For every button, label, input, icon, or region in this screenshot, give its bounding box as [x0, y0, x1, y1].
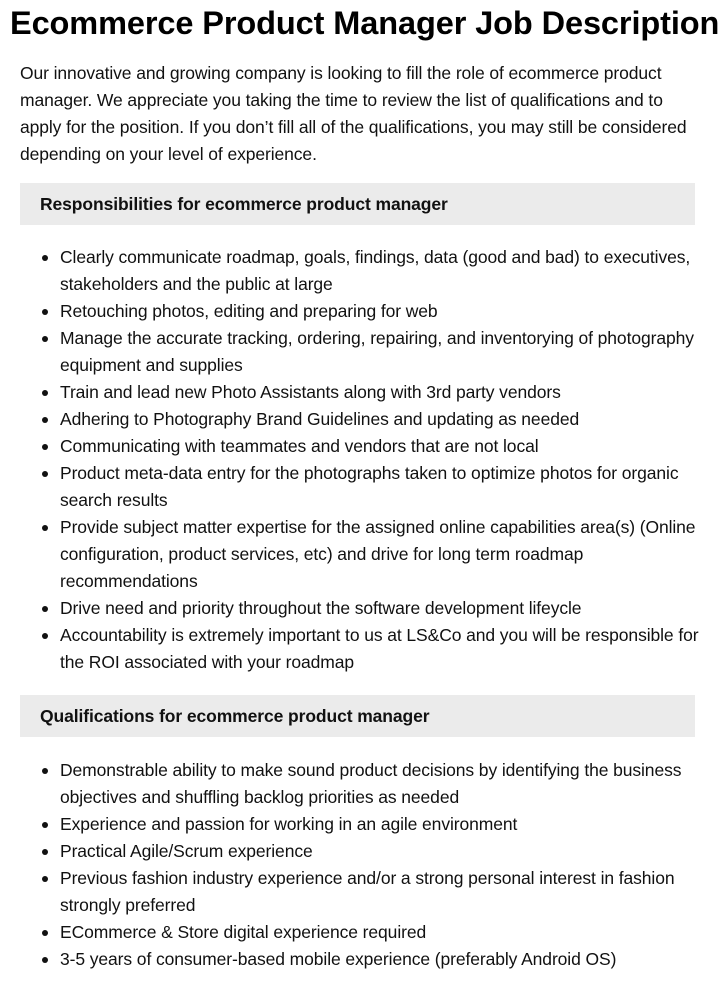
list-item: Experience and passion for working in an agile environment	[60, 811, 700, 838]
responsibilities-heading: Responsibilities for ecommerce product manager	[20, 183, 695, 225]
list-item: Drive need and priority throughout the software development lifeycle	[60, 595, 700, 622]
list-item: Retouching photos, editing and preparing for web	[60, 298, 700, 325]
list-item: Accountability is extremely important to us at LS&Co and you will be responsible for the ROI associated with your roadmap	[60, 622, 700, 676]
list-item: Adhering to Photography Brand Guidelines and updating as needed	[60, 406, 700, 433]
responsibilities-list	[20, 244, 700, 676]
list-item: Provide subject matter expertise for the assigned online capabilities area(s) (Online configuration, product services, etc) and drive for long term roadmap recommendations	[60, 514, 700, 595]
list-item: Train and lead new Photo Assistants along with 3rd party vendors	[60, 379, 700, 406]
list-item: Clearly communicate roadmap, goals, findings, data (good and bad) to executives, stakeholders and the public at large	[60, 244, 700, 298]
list-item: Demonstrable ability to make sound product decisions by identifying the business objectives and shuffling backlog priorities as needed	[60, 757, 700, 811]
qualifications-list	[20, 757, 700, 973]
list-item: Product meta-data entry for the photographs taken to optimize photos for organic search results	[60, 460, 700, 514]
qualifications-heading: Qualifications for ecommerce product manager	[20, 695, 695, 737]
list-item: Practical Agile/Scrum experience	[60, 838, 700, 865]
list-item: Manage the accurate tracking, ordering, repairing, and inventorying of photography equipment and supplies	[60, 325, 700, 379]
page-title: Ecommerce Product Manager Job Description	[10, 5, 720, 41]
intro-paragraph: Our innovative and growing company is looking to fill the role of ecommerce product manager. We appreciate you taking the time to review the list of qualifications and to apply for the position. If you don’t fill all of the qualifications, you may still be considered depending on your level of experience.	[20, 63, 687, 164]
list-item: ECommerce & Store digital experience required	[60, 919, 700, 946]
list-item: Previous fashion industry experience and/or a strong personal interest in fashion strongly preferred	[60, 865, 700, 919]
list-item: Communicating with teammates and vendors that are not local	[60, 433, 700, 460]
list-item: 3-5 years of consumer-based mobile experience (preferably Android OS)	[60, 946, 700, 973]
